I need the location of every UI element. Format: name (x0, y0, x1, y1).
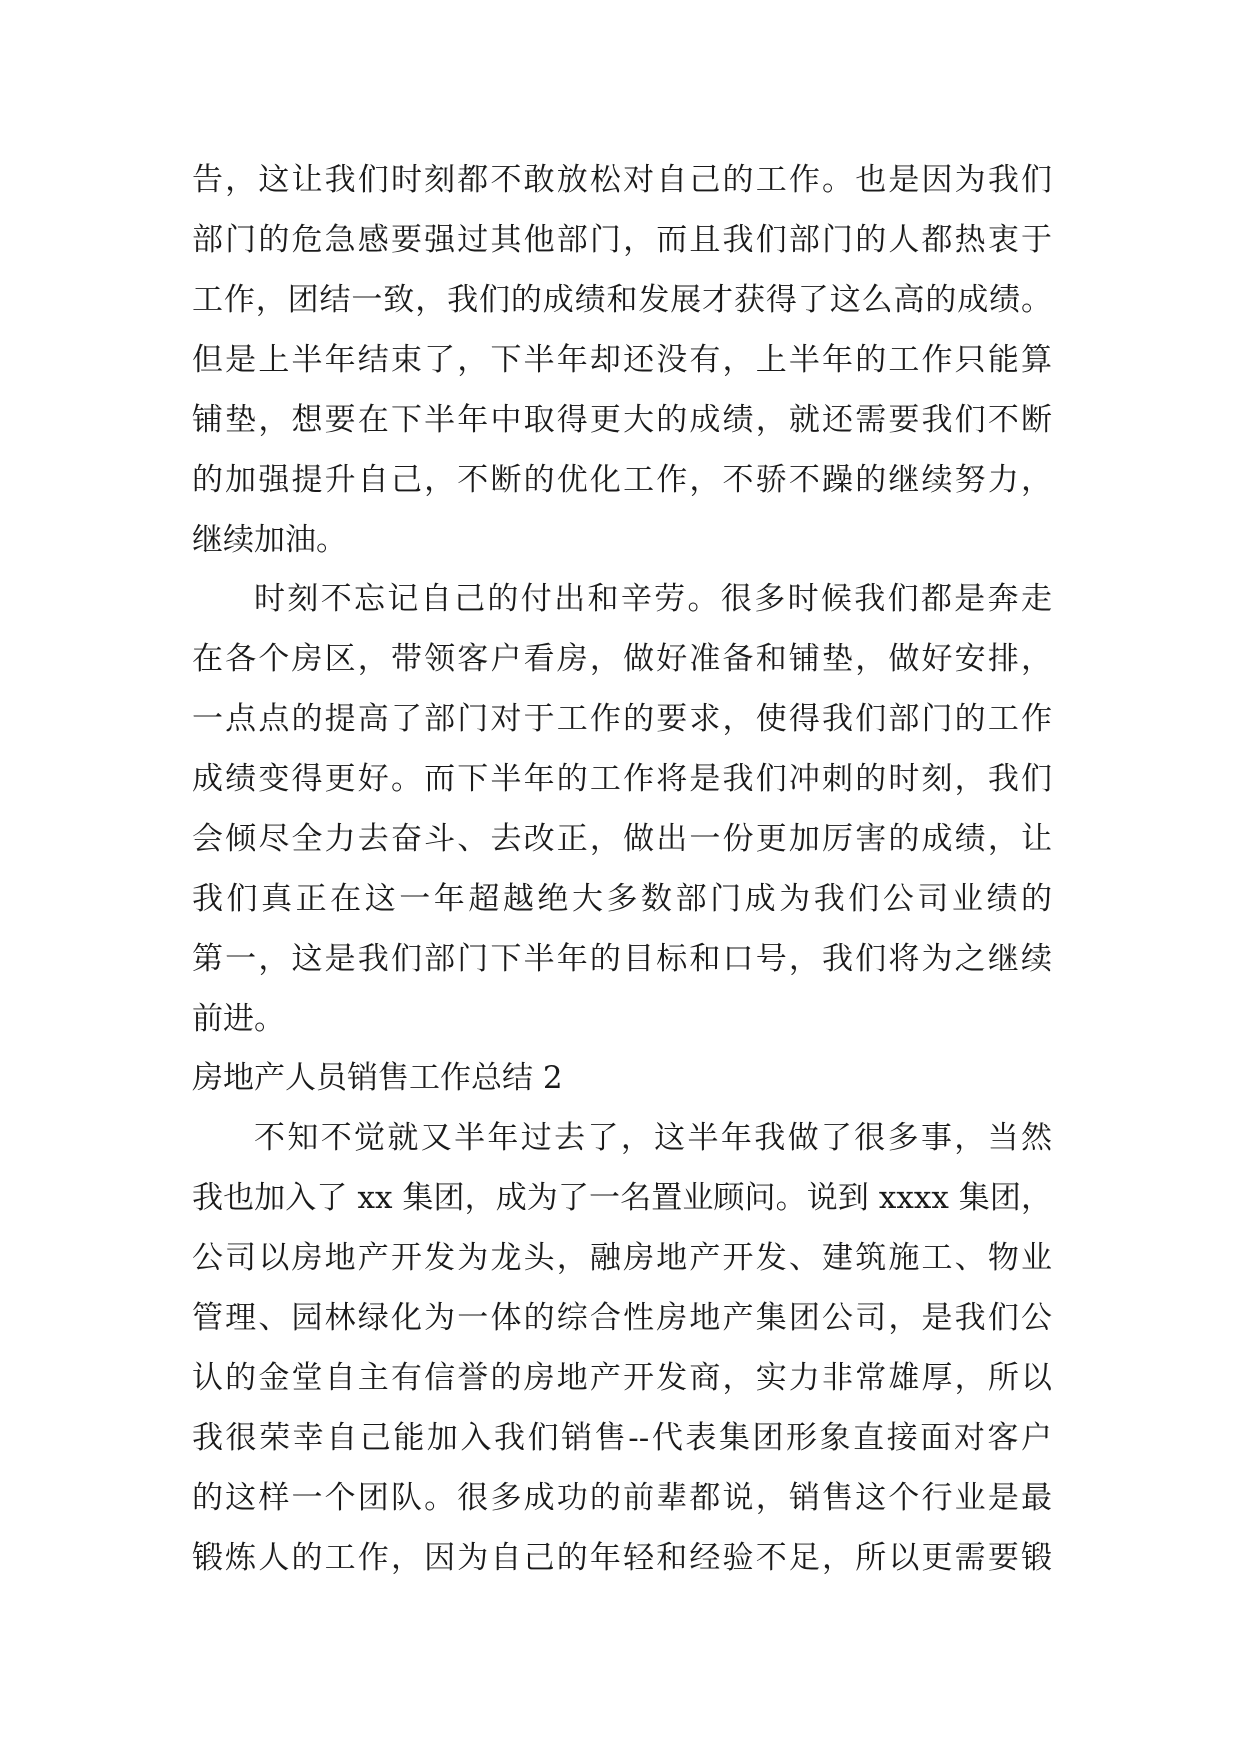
text-line: 的加强提升自己，不断的优化工作，不骄不躁的继续努力， (192, 462, 1052, 498)
text-line: 公司以房地产开发为龙头，融房地产开发、建筑施工、物业 (192, 1240, 1052, 1276)
text-line: 我们真正在这一年超越绝大多数部门成为我们公司业绩的 (192, 881, 1052, 917)
text-line: 认的金堂自主有信誉的房地产开发商，实力非常雄厚，所以 (192, 1360, 1052, 1396)
text-line: 但是上半年结束了，下半年却还没有，上半年的工作只能算 (192, 342, 1052, 378)
text-line: 我也加入了 xx 集团，成为了一名置业顾问。说到 xxxx 集团， (192, 1180, 1052, 1216)
text-line: 部门的危急感要强过其他部门，而且我们部门的人都热衷于 (192, 222, 1052, 258)
paragraph-2 (192, 569, 1052, 1049)
text-line: 时刻不忘记自己的付出和辛劳。很多时候我们都是奔走 (254, 581, 1052, 617)
text-line: 一点点的提高了部门对于工作的要求，使得我们部门的工作 (192, 701, 1052, 737)
paragraph-1 (192, 150, 1052, 570)
text-line: 工作，团结一致，我们的成绩和发展才获得了这么高的成绩。 (192, 282, 1052, 318)
text-line: 第一，这是我们部门下半年的目标和口号，我们将为之继续 (192, 941, 1052, 977)
paragraph-3 (192, 1108, 1052, 1588)
text-line: 成绩变得更好。而下半年的工作将是我们冲刺的时刻，我们 (192, 761, 1052, 797)
text-line: 锻炼人的工作，因为自己的年轻和经验不足，所以更需要锻 (192, 1540, 1052, 1576)
section-heading: 房地产人员销售工作总结 2 (192, 1060, 563, 1096)
text-line: 铺垫，想要在下半年中取得更大的成绩，就还需要我们不断 (192, 402, 1052, 438)
text-line: 在各个房区，带领客户看房，做好准备和铺垫，做好安排， (192, 641, 1052, 677)
text-line: 前进。 (192, 1001, 285, 1037)
text-line: 的这样一个团队。很多成功的前辈都说，销售这个行业是最 (192, 1480, 1052, 1516)
text-line: 我很荣幸自己能加入我们销售--代表集团形象直接面对客户 (192, 1420, 1052, 1456)
section-heading-block (192, 1048, 1052, 1108)
text-line: 继续加油。 (192, 522, 347, 558)
text-line: 不知不觉就又半年过去了，这半年我做了很多事，当然 (254, 1120, 1052, 1156)
text-line: 管理、园林绿化为一体的综合性房地产集团公司，是我们公 (192, 1300, 1052, 1336)
text-line: 会倾尽全力去奋斗、去改正，做出一份更加厉害的成绩，让 (192, 821, 1052, 857)
text-line: 告，这让我们时刻都不敢放松对自己的工作。也是因为我们 (192, 162, 1052, 198)
